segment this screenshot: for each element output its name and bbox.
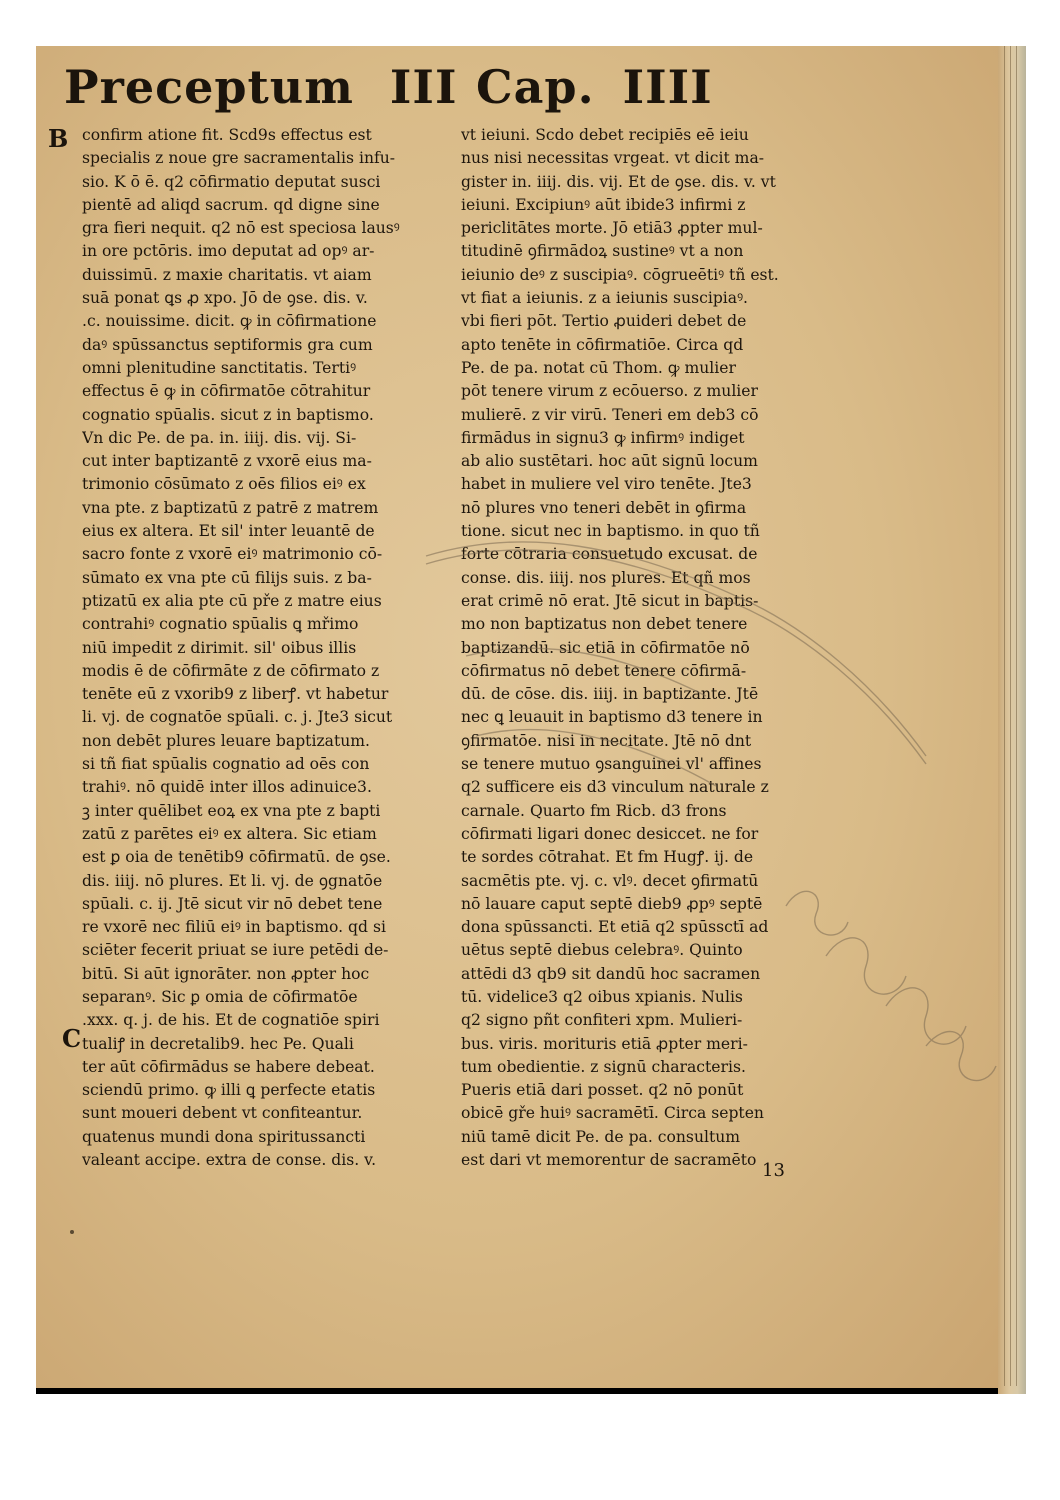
left-column-line: est ꝑ oia de tenētib9 cōfirmatū. de ꝯse. — [82, 848, 391, 867]
left-column-line: sunt moueri debent vt confiteantur. — [82, 1104, 363, 1123]
right-column-line: Pe. de pa. notat cū Thom. ꝙ mulier — [461, 358, 736, 377]
left-column-line: separanꝰ. Sic ꝑ omia de cōfirmatōe — [82, 987, 358, 1006]
left-column-line: valeant accipe. extra de conse. dis. v. — [82, 1151, 377, 1170]
running-head-title: Preceptum — [64, 60, 354, 114]
left-column-line: Vn dic Pe. de pa. in. iiij. dis. vij. Si- — [82, 428, 357, 447]
right-column-line: dū. de cōse. dis. iiij. in baptizante. Jtē — [461, 685, 759, 704]
left-column-line: sūmato ex vna pte cū filijs suis. z ba- — [82, 568, 372, 587]
right-column-line: nus nisi necessitas vrgeat. vt dicit ma- — [461, 149, 765, 168]
margin-mark-b: B — [48, 124, 69, 153]
right-column-line: obicē gře huiꝰ sacramētī. Circa septen — [461, 1104, 764, 1123]
left-column-line: non debēt plures leuare baptizatum. — [82, 731, 371, 750]
left-column-line: omni plenitudine sanctitatis. Tertiꝰ — [82, 358, 357, 377]
left-text-column — [82, 124, 462, 1172]
left-column-line: tualiꝭ in decretalib9. hec Pe. Quali — [82, 1034, 354, 1053]
right-column-line: tione. sicut nec in baptismo. in quo tñ — [461, 522, 760, 541]
right-column-line: niū tamē dicit Pe. de pa. consultum — [461, 1127, 741, 1146]
folio-number: 13 — [762, 1160, 785, 1181]
right-column-line: te sordes cōtrahat. Et fm Hugꝭ. ij. de — [461, 848, 754, 867]
right-column-line: bus. viris. morituris etiā ꝓpter meri- — [461, 1034, 748, 1053]
left-column-line: modis ē de cōfirmāte z de cōfirmato z — [82, 661, 380, 680]
right-column-line: se tenere mutuo ꝯsanguinei vl' affines — [461, 755, 762, 774]
left-column-line: specialis z noue gre sacramentalis infu- — [82, 149, 396, 168]
left-column-line: daꝰ spūssanctus septiformis gra cum — [82, 335, 373, 354]
left-column-line: eius ex altera. Et sil' inter leuantē de — [82, 522, 375, 541]
left-column-line: sacro fonte z vxorē eiꝰ matrimonio cō- — [82, 545, 383, 564]
left-column-line: .xxx. q. j. de his. Et de cognatiōe spiri — [82, 1011, 380, 1030]
right-column-line: q2 signo pñt confiteri xpm. Mulieri- — [461, 1011, 743, 1030]
left-column-line: trimonio cōsūmato z oēs filios eiꝰ ex — [82, 475, 366, 494]
left-column-line: cognatio spūalis. sicut z in baptismo. — [82, 405, 374, 424]
left-column-line: gra fieri nequit. q2 nō est speciosa lausꝰ — [82, 219, 400, 238]
right-column-line: vt fiat a ieiunis. z a ieiunis suscipiaꝰ. — [461, 289, 749, 308]
right-column-line: ieiunio deꝰ z suscipiaꝰ. cōgrueētiꝰ tñ est. — [461, 265, 779, 284]
margin-mark-c: C — [62, 1024, 82, 1053]
right-column-line: baptizandū. sic etiā in cōfirmatōe nō — [461, 638, 750, 657]
left-column-line: quatenus mundi dona spiritussancti — [82, 1127, 366, 1146]
right-column-line: periclitātes morte. Jō etiā3 ꝓpter mul- — [461, 219, 763, 238]
chapter-numeral: IIII — [622, 60, 713, 114]
right-column-line: mulierē. z vir virū. Teneri em deb3 cō — [461, 405, 759, 424]
right-column-line: nō lauare caput septē dieb9 ꝓpꝰ septē — [461, 894, 763, 913]
left-column-line: sciēter fecerit priuat se iure petēdi de- — [82, 941, 389, 960]
left-column-line: duissimū. z maxie charitatis. vt aiam — [82, 265, 372, 284]
left-column-line: niū impedit z dirimit. sil' oibus illis — [82, 638, 357, 657]
ink-spot — [70, 1230, 74, 1234]
right-column-line: tum obedientie. z signū characteris. — [461, 1057, 746, 1076]
right-column-line: Pueris etiā dari posset. q2 nō ponūt — [461, 1081, 744, 1100]
left-column-line: li. vj. de cognatōe spūali. c. j. Jte3 sicut — [82, 708, 393, 727]
running-head-right — [476, 60, 713, 114]
page-leaf — [36, 46, 1008, 1388]
scanned-page — [36, 46, 1026, 1394]
left-column-line: effectus ē ꝙ in cōfirmatōe cōtrahitur — [82, 382, 371, 401]
left-column-line: cut inter baptizantē z vxorē eius ma- — [82, 452, 372, 471]
left-column-line: in ore pctōris. imo deputat ad opꝰ ar- — [82, 242, 375, 261]
right-column-line: est dari vt memorentur de sacramēto — [461, 1151, 757, 1170]
right-column-line: erat crimē nō erat. Jtē sicut in baptis- — [461, 591, 759, 610]
left-column-line: vna pte. z baptizatū z patrē z matrem — [82, 498, 379, 517]
left-column-line: confirm atione fit. Scd9s effectus est — [82, 126, 372, 144]
right-column-line: tū. videlice3 q2 oibus xpianis. Nulis — [461, 987, 743, 1006]
left-column-line: dis. iiij. nō plures. Et li. vj. de ꝯgnatōe — [82, 871, 383, 890]
left-column-line: ter aūt cōfirmādus se habere debeat. — [82, 1057, 375, 1076]
right-column-line: q2 sufficere eis d3 vinculum naturale z — [461, 778, 769, 797]
left-column-line: spūali. c. ij. Jtē sicut vir nō debet tene — [82, 894, 383, 913]
right-column-line: ab alio sustētari. hoc aūt signū locum — [461, 452, 758, 471]
left-column-line: tenēte eū z vxorib9 z liberꝭ. vt habetur — [82, 685, 389, 704]
right-column-line: dona spūssancti. Et etiā q2 spūssctī ad — [461, 918, 769, 937]
right-column-line: attēdi d3 qb9 sit dandū hoc sacramen — [461, 964, 761, 983]
right-column-line: ieiuni. Excipiunꝰ aūt ibide3 infirmi z — [461, 195, 746, 214]
left-column-line: suā ponat ꝗs ꝓ xpo. Jō de ꝯse. dis. v. — [82, 289, 368, 308]
left-column-line: bitū. Si aūt ignorāter. non ꝓpter hoc — [82, 964, 370, 983]
left-column-line: ꝫ inter quēlibet eoꝝ ex vna pte z bapti — [82, 801, 381, 820]
left-column-line: pientē ad aliqd sacrum. qd digne sine — [82, 195, 380, 214]
page-edge — [998, 46, 1026, 1394]
right-column-line: conse. dis. iiij. nos plures. Et qñ mos — [461, 568, 751, 587]
right-column-line: carnale. Quarto fm Ricb. d3 frons — [461, 801, 727, 820]
right-column-line: mo non baptizatus non debet tenere — [461, 615, 748, 634]
left-column-line: contrahiꝰ cognatio spūalis ꝗ mřimo — [82, 615, 359, 634]
right-column-line: sacmētis pte. vj. c. vlꝰ. decet ꝯfirmatū — [461, 871, 759, 890]
right-column-line: firmādus in signu3 ꝙ infirmꝰ indiget — [461, 428, 745, 447]
right-column-line: titudinē ꝯfirmādoꝝ sustineꝰ vt a non — [461, 242, 744, 261]
right-column-line: vt ieiuni. Scdo debet recipiēs eē ieiu — [461, 126, 749, 144]
right-column-line: pōt tenere virum z ecōuerso. z mulier — [461, 382, 758, 401]
left-column-line: zatū z parētes eiꝰ ex altera. Sic etiam — [82, 824, 377, 843]
right-column-line: gister in. iiij. dis. vij. Et de ꝯse. dis. v. vt — [461, 172, 776, 191]
right-column-line: cōfirmatus nō debet tenere cōfirmā- — [461, 661, 747, 680]
right-column-line: uētus septē diebus celebraꝰ. Quinto — [461, 941, 743, 960]
right-column-line: apto tenēte in cōfirmatiōe. Circa qd — [461, 335, 744, 354]
right-column-line: vbi fieri pōt. Tertio ꝓuideri debet de — [461, 312, 747, 331]
right-column-line: habet in muliere vel viro tenēte. Jte3 — [461, 475, 752, 494]
left-column-line: .c. nouissime. dicit. ꝙ in cōfirmatione — [82, 312, 377, 331]
library-stamp — [406, 486, 1006, 1106]
left-column-line: sio. K ō ē. q2 cōfirmatio deputat susci — [82, 172, 381, 191]
left-column-line: si tñ fiat spūalis cognatio ad oēs con — [82, 755, 370, 774]
running-head-numeral: III — [389, 60, 458, 114]
left-column-line: trahiꝰ. nō quidē inter illos adinuice3. — [82, 778, 372, 797]
right-column-line: cōfirmati ligari donec desiccet. ne for — [461, 824, 759, 843]
running-head-left — [64, 60, 457, 114]
right-column-line: forte cōtraria consuetudo excusat. de — [461, 545, 758, 564]
right-column-line: nō plures vno teneri debēt in ꝯfirma — [461, 498, 747, 517]
left-column-line: sciendū primo. ꝙ illi ꝗ perfecte etatis — [82, 1081, 376, 1100]
left-column-line: ptizatū ex alia pte cū pře z matre eius — [82, 591, 382, 610]
chapter-label: Cap. — [476, 60, 595, 114]
right-column-line: nec ꝗ leuauit in baptismo d3 tenere in — [461, 708, 763, 727]
right-column-line: ꝯfirmatōe. nisi in necitate. Jtē nō dnt — [461, 731, 752, 750]
left-column-line: re vxorē nec filiū eiꝰ in baptismo. qd si — [82, 918, 386, 937]
